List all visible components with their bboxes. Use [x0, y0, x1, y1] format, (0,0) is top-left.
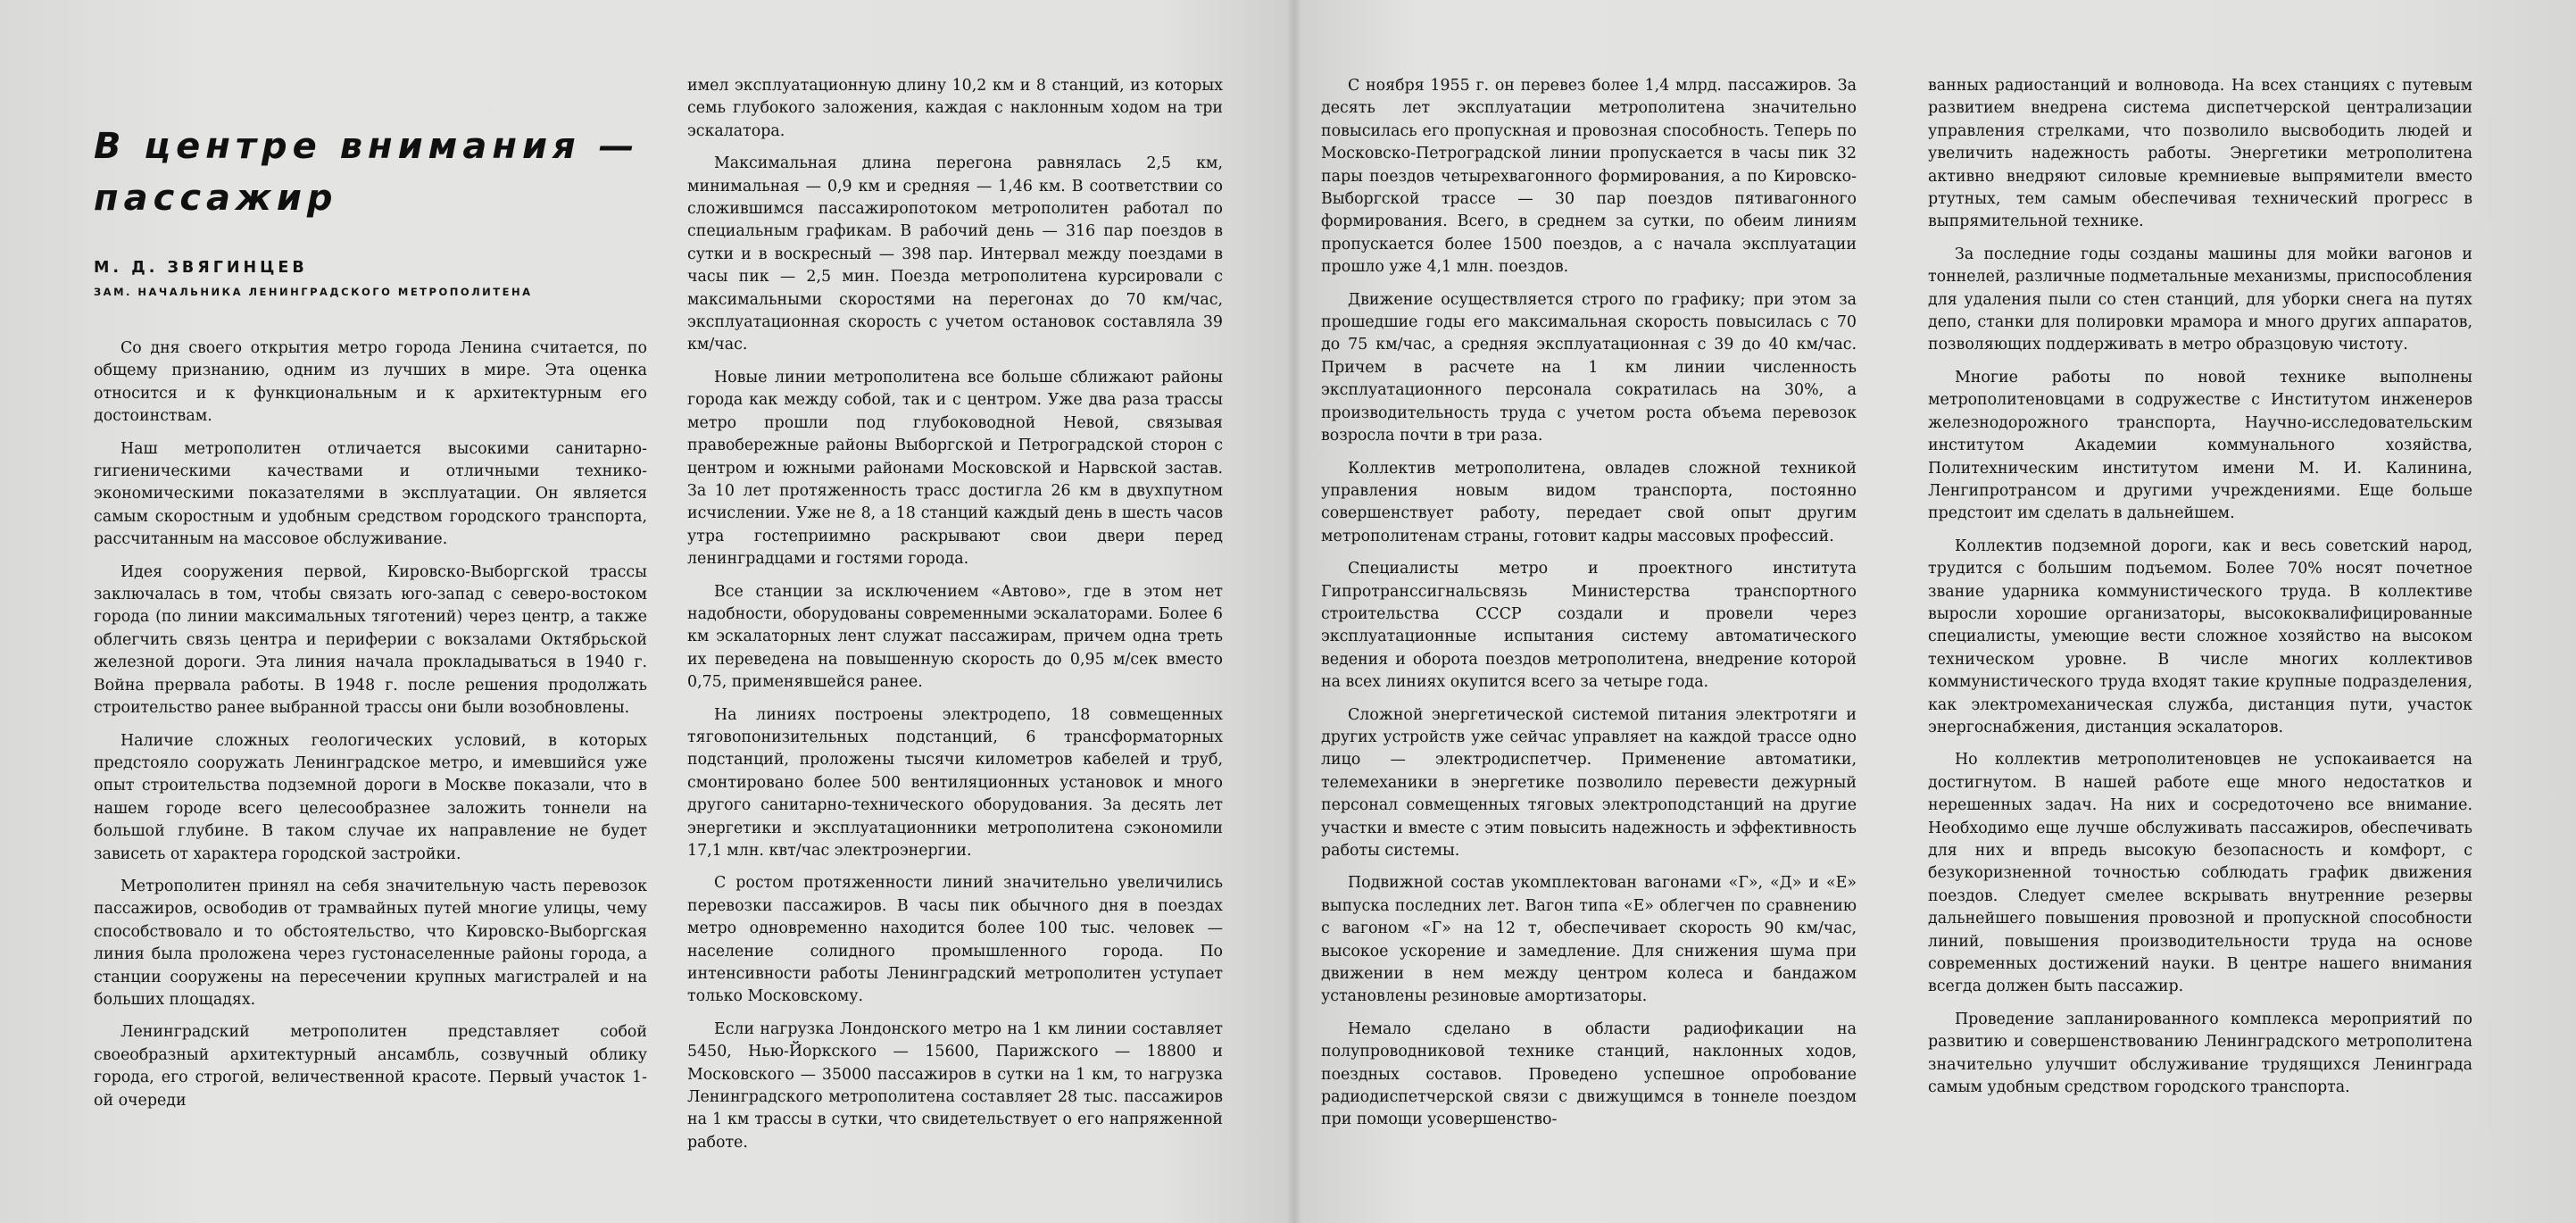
paragraph: Специалисты метро и проектного института Гипротранссигнальсвязь Министерства транспортного строительства СССР создали и провели через эксплуатационные испытания систему автоматического ведения и оборота поездов метрополитена, внедрение которой на всех линиях окупится всего за четыре года. — [1321, 560, 1857, 692]
paragraph: Сложной энергетической системой питания электротяги и других устройств уже сейчас управляет на каждой трассе одно лицо — электродиспетчер. Применение автоматики, телемеханики в энергетике позволило перевести дежурный персонал совмещенных тяговых электроподстанций на другие участки и вместе с этим повысить надежность и эффективность работы системы. — [1321, 705, 1857, 860]
text-column-1 — [94, 337, 647, 1122]
author-name: М. Д. ЗВЯГИНЦЕВ — [94, 259, 308, 277]
paragraph: Наличие сложных геологических условий, в которых предстояло сооружать Ленинградское метро, и имевшийся уже опыт строительства подземной дороги в Москве показали, что в нашем городе всего целесообразнее заложить тоннели на большой глубине. В таком случае их направление не будет зависеть от характера городской застройки. — [94, 731, 647, 863]
paragraph: Метрополитен принял на себя значительную часть перевозок пассажиров, освободив от трамвайных путей многие улицы, чему способствовало и то обстоятельство, что Кировско-Выборгская линия была проложена через густонаселенные районы города, а станции сооружены на пересечении крупных магистралей и на больших площадях. — [94, 877, 647, 1009]
paragraph: Проведение запланированного комплекса мероприятий по развитию и совершенствованию Ленинградского метрополитена значительно улучшит обслуживание трудящихся Ленинграда самым удобным средством городского транспорта. — [1928, 1010, 2472, 1097]
paragraph: Со дня своего открытия метро города Ленина считается, по общему признанию, одним из лучших в мире. Эта оценка относится и к функциональным и к архитектурным его достоинствам. — [94, 339, 647, 426]
paragraph: На линиях построены электродепо, 18 совмещенных тяговопонизительных подстанций, 6 трансформаторных подстанций, проложены тысячи километров кабелей и труб, смонтировано более 500 вентиляционных установок и много другого санитарно-технического оборудования. За десять лет энергетики и эксплуатационники метрополитена сэкономили 17,1 млн. квт/час электроэнергии. — [687, 705, 1223, 860]
paragraph: Если нагрузка Лондонского метро на 1 км линии составляет 5450, Нью-Йоркского — 15600, Парижского — 18800 и Московского — 35000 пассажиров в сутки на 1 км, то нагрузка Ленинградского метрополитена составляет 28 тыс. пассажиров на 1 км трассы в сутки, что свидетельствует о его напряженной работе. — [687, 1019, 1223, 1152]
paragraph: Немало сделано в области радиофикации на полупроводниковой технике станций, наклонных ходов, поездных составов. Проведено успешное опробование радиодиспетчерской связи с движущимся в тоннеле поездом при помощи усовершенство- — [1321, 1019, 1857, 1129]
paragraph: Подвижной состав укомплектован вагонами «Г», «Д» и «Е» выпуска последних лет. Вагон типа «Е» облегчен по сравнению с вагоном «Г» на 12 т, обеспечивает скорость 90 км/час, высокое ускорение и замедление. Для снижения шума при движении в нем между центром колеса и бандажом установлены резиновые амортизаторы. — [1321, 874, 1857, 1006]
paragraph: С ростом протяженности линий значительно увеличились перевозки пассажиров. В часы пик обычного дня в поездах метро одновременно находится более 100 тыс. человек — население солидного промышленного города. По интенсивности работы Ленинградский метрополитен уступает только Московскому. — [687, 874, 1223, 1006]
paragraph: Максимальная длина перегона равнялась 2,5 км, минимальная — 0,9 км и средняя — 1,46 км. В соответствии со сложившимся пассажиропотоком метрополитен работал по специальным графикам. В рабочий день — 316 пар поездов в сутки и в воскресный — 398 пар. Интервал между поездами в часы пик — 2,5 мин. Поезда метрополитена курсировали с максимальными скоростями на перегонах до 70 км/час, эксплуатационная скорость с учетом остановок составляла 39 км/час. — [687, 154, 1223, 354]
paragraph: Наш метрополитен отличается высокими санитарно-гигиеническими качествами и отличными технико-экономическими показателями в эксплуатации. Он является самым скоростным и удобным средством городского транспорта, рассчитанным на массовое обслуживание. — [94, 439, 647, 549]
paragraph: Многие работы по новой технике выполнены метрополитеновцами в содружестве с Институтом инженеров железнодорожного транспорта, Научно-исследовательским институтом Академии коммунального хозяйства, Политехническим институтом имени М. И. Калинина, Ленгипротрансом и другими учреждениями. Еще больше предстоит им сделать в дальнейшем. — [1928, 368, 2472, 523]
text-column-2 — [687, 75, 1223, 1164]
paragraph: Но коллектив метрополитеновцев не успокаивается на достигнутом. В нашей работе еще много недостатков и нерешенных задач. На них и сосредоточено все внимание. Необходимо еще лучше обслуживать пассажиров, обеспечивать для них и впредь высокую безопасность и комфорт, с безукоризненной точностью соблюдать график движения поездов. Следует смелее вскрывать внутренние резервы дальнейшего повышения провозной и пропускной способности линий, повышения производительности труда на основе современных достижений науки. В центре нашего внимания всегда должен быть пассажир. — [1928, 751, 2472, 996]
paragraph: Коллектив подземной дороги, как и весь советский народ, трудится с большим подъемом. Более 70% носят почетное звание ударника коммунистического труда. В коллективе выросли хорошие организаторы, высококвалифицированные специалисты, умеющие вести сложное хозяйство на высоком техническом уровне. В числе многих коллективов коммунистического труда входят такие крупные подразделения, как электромеханическая служба, дистанция пути, участок энергоснабжения, дистанция эскалаторов. — [1928, 537, 2472, 736]
paragraph: Коллектив метрополитена, овладев сложной техникой управления новым видом транспорта, постоянно совершенствует работу, передает свой опыт другим метрополитенам страны, готовит кадры массовых профессий. — [1321, 459, 1857, 545]
paragraph: С ноября 1955 г. он перевез более 1,4 млрд. пассажиров. За десять лет эксплуатации метрополитена значительно повысилась его пропускная и провозная способность. Теперь по Московско-Петроградской линии пропускается в часы пик 32 пары поездов четырехвагонного формирования, а по Кировско-Выборгской трассе — 30 пар поездов пятивагонного формирования. Всего, в среднем за сутки, по обеим линиям пропускается более 1500 поездов, а с начала эксплуатации прошло уже 4,1 млн. поездов. — [1321, 77, 1857, 277]
text-column-3 — [1321, 75, 1857, 1142]
author-position: ЗАМ. НАЧАЛЬНИКА ЛЕНИНГРАДСКОГО МЕТРОПОЛИТЕНА — [94, 286, 533, 298]
text-column-4 — [1928, 75, 2472, 1109]
paragraph: ванных радиостанций и волновода. На всех станциях с путевым развитием внедрена система диспетчерской централизации управления стрелками, что позволило высвободить людей и увеличить надежность работы. Энергетики метрополитена активно внедряют силовые кремниевые выпрямители вместо ртутных, тем самым обеспечивая технический прогресс в выпрямительной технике. — [1928, 77, 2472, 231]
paragraph: Все станции за исключением «Автово», где в этом нет надобности, оборудованы современными эскалаторами. Более 6 км эскалаторных лент служат пассажирам, причем одна треть их переведена на повышенную скорость до 0,95 м/сек вместо 0,75, применявшейся ранее. — [687, 582, 1223, 692]
paragraph: Ленинградский метрополитен представляет собой своеобразный архитектурный ансамбль, созвучный облику города, его строгой, величественной красоте. Первый участок 1-ой очереди — [94, 1023, 647, 1110]
paragraph: Идея сооружения первой, Кировско-Выборгской трассы заключалась в том, чтобы связать юго-запад с северо-востоком города (по линии максимальных тяготений) через центр, а также облегчить связь центра и периферии с вокзалами Октябрьской железной дороги. Эта линия начала прокладываться в 1940 г. Война прервала работы. В 1948 г. после решения продолжать строительство ранее выбранной трассы они были возобновлены. — [94, 562, 647, 718]
paragraph: Движение осуществляется строго по графику; при этом за прошедшие годы его максимальная скорость повысилась с 70 до 75 км/час, а средняя эксплуатационная с 39 до 40 км/час. Причем в расчете на 1 км линии численность эксплуатационного персонала сократилась на 30%, а производительность труда с учетом роста объема перевозок возросла почти в три раза. — [1321, 290, 1857, 445]
paragraph: Новые линии метрополитена все больше сближают районы города как между собой, так и с центром. Уже два раза трассы метро прошли под глубоководной Невой, связывая правобережные районы Выборгской и Петроградской сторон с центром и южными районами Московской и Нарвской застав. За 10 лет протяженность трасс достигла 26 км в двухпутном исчислении. Уже не 8, а 18 станций каждый день в шесть часов утра гостеприимно раскрывают свои двери перед ленинградцами и гостями города. — [687, 368, 1223, 569]
page-fold — [1287, 0, 1301, 1223]
paragraph: За последние годы созданы машины для мойки вагонов и тоннелей, различные подметальные механизмы, приспособления для удаления пыли со стен станций, для уборки снега на путях депо, станки для полировки мрамора и много других аппаратов, позволяющих поддерживать в метро образцовую чистоту. — [1928, 245, 2472, 354]
paragraph: имел эксплуатационную длину 10,2 км и 8 станций, из которых семь глубокого заложения, каждая с наклонным ходом на три эскалатора. — [687, 77, 1223, 140]
article-title: В центре внимания — пассажир — [94, 126, 640, 219]
